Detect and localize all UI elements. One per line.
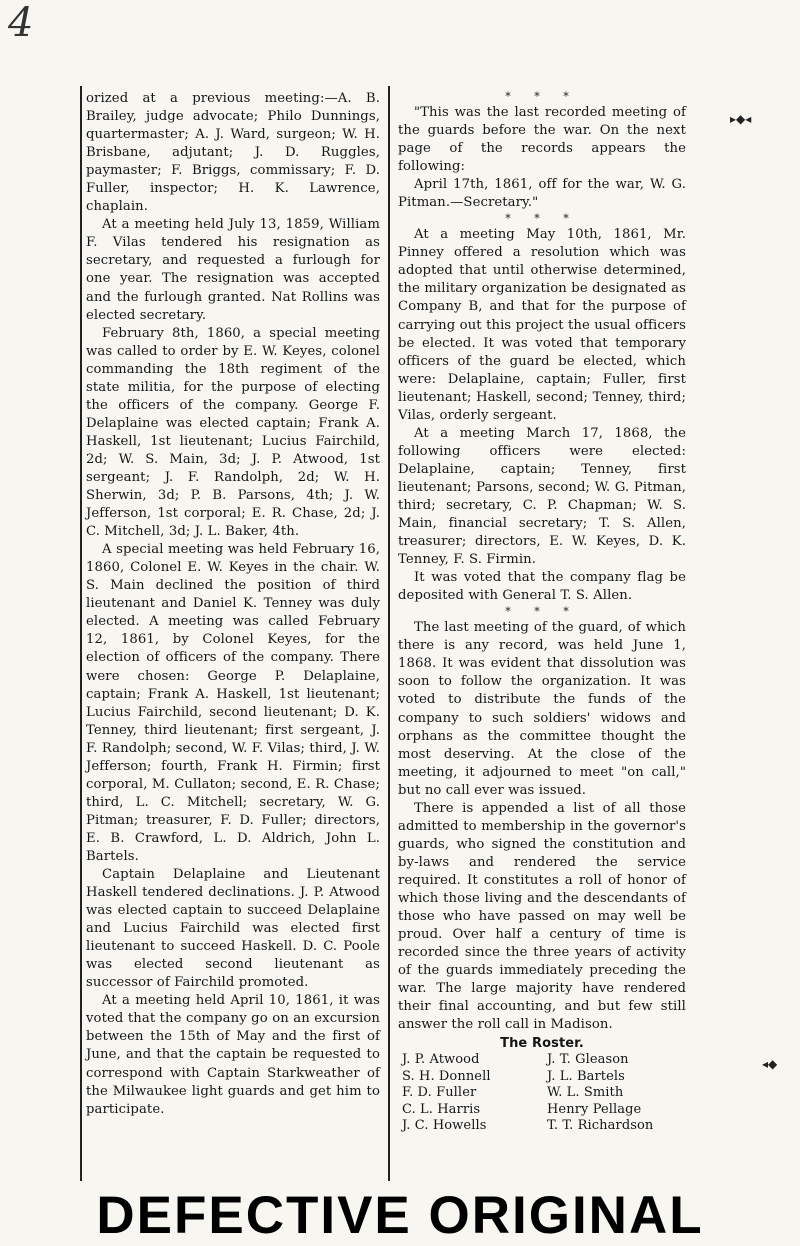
article-paragraph: At a meeting March 17, 1868, the following officers were elected: Delaplaine, captain; Tenney, first lieutenant; Parsons, second; W. G. Pitman, third; secretary, C. P. Chapman; W. S. Main, financial secretary; T. S. Allen, treasurer; directors, E. W. Keyes, D. K. Tenney, F. S. Firmin. [398, 425, 686, 568]
roster-name: J. C. Howells [402, 1118, 487, 1134]
article-paragraph: Captain Delaplaine and Lieutenant Haskell tendered declinations. J. P. Atwood was elected captain to succeed Delaplaine and Lucius Fairchild was elected first lieutenant to succeed Haskell. D. C. Poole was elected second lieutenant as successor of Fairchild promoted. [86, 867, 380, 991]
roster-name: T. T. Richardson [547, 1118, 654, 1134]
left-column-rule [80, 86, 82, 1181]
roster-name: S. H. Donnell [402, 1068, 491, 1084]
roster-heading: The Roster. [500, 1036, 584, 1052]
article-paragraph: February 8th, 1860, a special meeting was called to order by E. W. Keyes, colonel commanding the 18th regiment of the state militia, for the purpose of electing the officers of the company. George F. Delaplaine was elected captain; Frank A. Haskell, 1st lieutenant; Lucius Fairchild, 2d; W. S. Main, 3d; J. P. Atwood, 1st sergeant; J. F. Randolph, 2d; W. H. Sherwin, 3d; P. B. Parsons, 4th; J. W. Jefferson, 1st corporal; E. R. Chase, 2d; J. C. Mitchell, 3d; J. L. Baker, 4th. [86, 325, 380, 540]
section-separator: * * * [505, 212, 579, 226]
article-paragraph: A special meeting was held February 16, 1860, Colonel E. W. Keyes in the chair. W. S. Main declined the position of third lieutenant and Daniel K. Tenney was duly elected. A meeting was called February 12, 1861, by Colonel Keyes, for the election of officers of the company. There were chosen: George P. Delaplaine, captain; Frank A. Haskell, 1st lieutenant; Lucius Fairchild, second lieutenant; D. K. Tenney, third lieutenant; first sergeant, J. F. Randolph; second, W. F. Vilas; third, J. W. Jefferson; fourth, Frank H. Firmin; first corporal, M. Cullaton; second, E. R. Chase; third, L. C. Mitchell; secretary, W. G. Pitman; treasurer, F. D. Fuller; directors, E. B. Crawford, L. D. Aldrich, John L. Bartels. [86, 542, 380, 864]
article-paragraph: At a meeting May 10th, 1861, Mr. Pinney offered a resolution which was adopted that until otherwise determined, the military organization be designated as Company B, and that for the purpose of carrying out this project the usual officers be elected. It was voted that temporary officers of the guard be elected, which were: Delaplaine, captain; Fuller, first lieutenant; Haskell, second; Tenney, third; Vilas, orderly sergeant. [398, 227, 686, 423]
roster-name: C. L. Harris [402, 1101, 481, 1117]
article-paragraph: April 17th, 1861, off for the war, W. G. Pitman.—Secretary." [398, 177, 686, 211]
roster-list [398, 1052, 686, 1135]
article-paragraph: "This was the last recorded meeting of the guards before the war. On the next page of the records appears the following: [398, 105, 686, 175]
roster-name: J. L. Bartels [547, 1068, 625, 1084]
article-paragraph: The last meeting of the guard, of which there is any record, was held June 1, 1868. It was evident that dissolution was soon to follow the organization. It was voted to distribute the funds of the company to such soldiers' widows and orphans as the committee thought the most deserving. At the close of the meeting, it adjourned to meet "on call," but no call ever was issued. [398, 620, 686, 798]
left-column [86, 90, 380, 1119]
margin-mark-top: ▸◆◂ [730, 112, 752, 126]
roster-name: W. L. Smith [547, 1085, 624, 1101]
margin-mark-bottom: ◂◆ [762, 1057, 778, 1071]
section-separator: * * * [505, 605, 579, 619]
article-paragraph: It was voted that the company flag be deposited with General T. S. Allen. [398, 570, 686, 604]
section-separator: * * * [505, 90, 579, 103]
article-paragraph: There is appended a list of all those admitted to membership in the governor's guards, who signed the constitution and by-laws and rendered the service required. It constitutes a roll of honor of which those living and the descendants of those who have passed on may well be proud. Over half a century of time is recorded since the three years of activity of the guards immediately preceding the war. The large majority have rendered their final accounting, and but few still answer the roll call in Madison. [398, 800, 686, 1033]
article-paragraph: At a meeting held April 10, 1861, it was voted that the company go on an excursion between the 15th of May and the first of June, and that the captain be requested to correspond with Captain Starkweather of the Milwaukee light guards and get him to participate. [86, 993, 380, 1117]
roster-name: Henry Pellage [547, 1101, 642, 1117]
article-paragraph: orized at a previous meeting:—A. B. Brailey, judge advocate; Philo Dunnings, quartermaster; A. J. Ward, surgeon; W. H. Brisbane, adjutant; J. D. Ruggles, paymaster; F. Briggs, commissary; F. D. Fuller, inspector; H. K. Lawrence, chaplain. [86, 91, 380, 215]
roster-name: J. P. Atwood [402, 1052, 480, 1068]
right-column [398, 90, 686, 1135]
article-paragraph: At a meeting held July 13, 1859, William F. Vilas tendered his resignation as secretary, and requested a furlough for one year. The resignation was accepted and the furlough granted. Nat Rollins was elected secretary. [86, 217, 380, 323]
center-column-rule [388, 86, 390, 1181]
page-number: 4 [8, 0, 34, 46]
roster-name: J. T. Gleason [547, 1052, 629, 1068]
roster-name: F. D. Fuller [402, 1085, 477, 1101]
defective-original-stamp: DEFECTIVE ORIGINAL [96, 1186, 704, 1245]
